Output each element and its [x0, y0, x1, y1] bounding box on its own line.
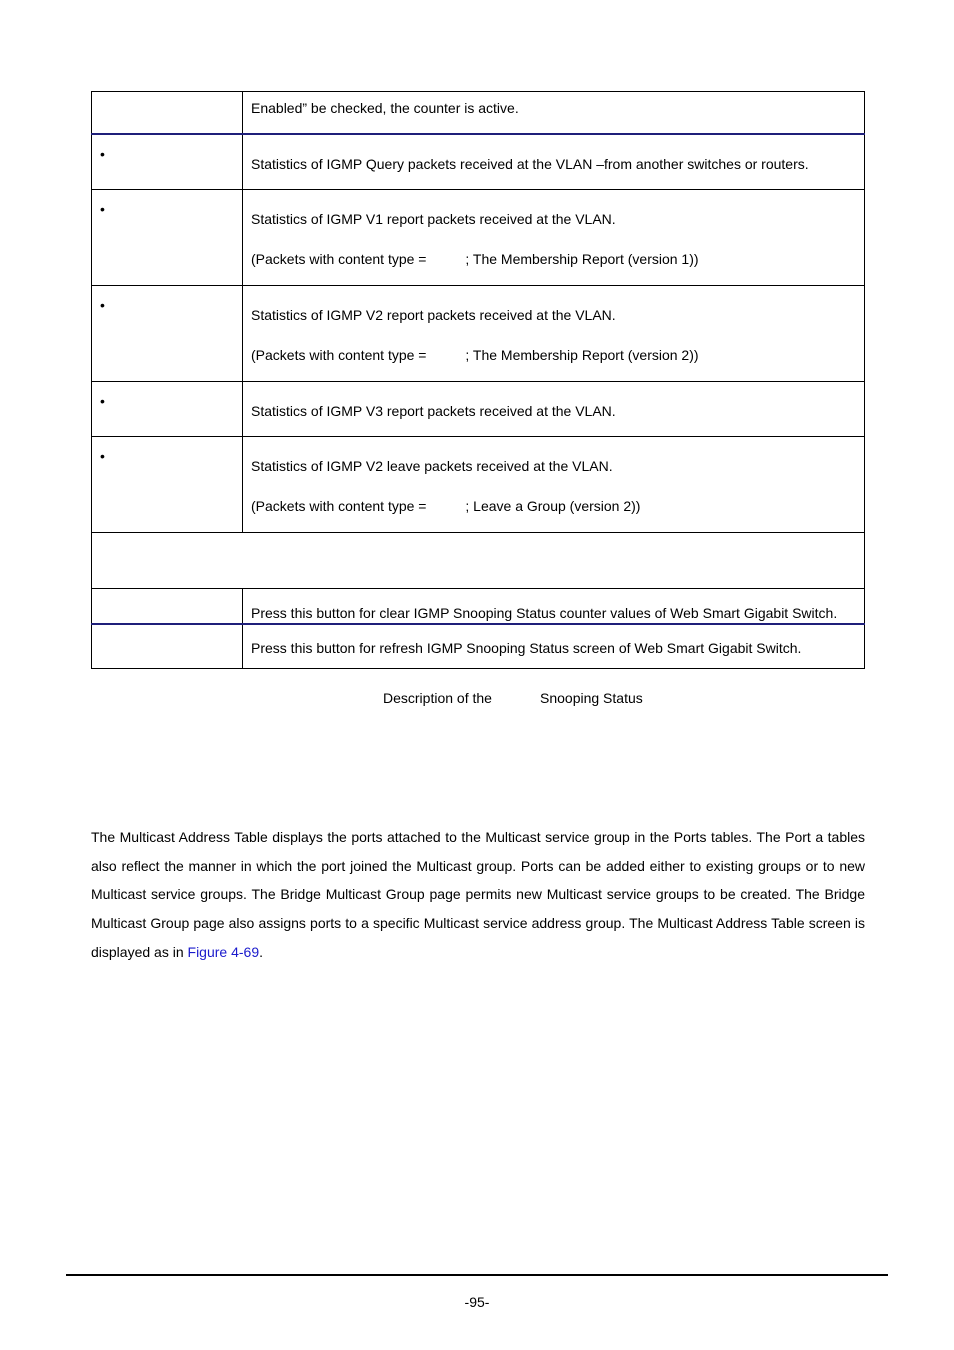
parameter-cell	[92, 286, 243, 382]
body-paragraph	[91, 823, 865, 967]
description-cell	[243, 624, 865, 669]
description-text: (Packets with content type = ; Leave a Group (version 2))	[251, 498, 641, 514]
description-text: Press this button for clear IGMP Snooping Status counter values of Web Smart Gigabit Switch.	[251, 605, 838, 621]
description-table	[91, 91, 865, 669]
description-text: Press this button for refresh IGMP Snooping Status screen of Web Smart Gigabit Switch.	[251, 639, 802, 656]
page-number: -95-	[464, 1294, 490, 1310]
description-cell	[243, 190, 865, 286]
description-cell	[243, 437, 865, 533]
bullet: •	[100, 448, 105, 464]
description-cell	[243, 382, 865, 437]
table-row	[92, 589, 865, 624]
description-text: Enabled” be checked, the counter is active.	[251, 100, 519, 116]
description-text: Statistics of IGMP V2 report packets received at the VLAN.	[251, 307, 616, 323]
table-row	[92, 92, 865, 134]
bullet: •	[100, 145, 105, 162]
table-row	[92, 624, 865, 669]
parameter-cell	[92, 382, 243, 437]
table-row	[92, 437, 865, 533]
table-row	[92, 533, 865, 589]
description-text: Statistics of IGMP V1 report packets received at the VLAN.	[251, 211, 616, 227]
parameter-cell	[92, 190, 243, 286]
parameter-cell	[92, 437, 243, 533]
parameter-cell	[92, 134, 243, 190]
section-header-cell	[92, 533, 865, 589]
description-cell	[243, 92, 865, 134]
caption-text: Description of the	[383, 690, 492, 706]
description-cell	[243, 134, 865, 190]
figure-link[interactable]: Figure 4-69	[187, 943, 260, 960]
table-row	[92, 190, 865, 286]
paragraph-end: .	[259, 943, 263, 960]
parameter-cell	[92, 92, 243, 134]
table-row	[92, 134, 865, 190]
bullet: •	[100, 297, 105, 313]
bullet: •	[100, 201, 105, 217]
description-text: (Packets with content type = ; The Membership Report (version 2))	[251, 347, 699, 363]
footer-divider	[66, 1274, 888, 1276]
paragraph-text: The Multicast Address Table displays the ports attached to the Multicast service group in the Ports tables. The Port a tables also reflect the manner in which the port joined the Multicast group. Ports can be added either to existing groups or to new Multicast service groups. The Bridge Multicast Group page permits new Multicast service groups to be created. The Bridge Multicast Group page also assigns ports to a specific Multicast service address group. The Multicast Address Table screen is displayed as in	[91, 829, 865, 960]
parameter-cell	[92, 589, 243, 624]
table-row	[92, 382, 865, 437]
parameter-cell	[92, 624, 243, 669]
table-row	[92, 286, 865, 382]
description-cell	[243, 286, 865, 382]
description-text: Statistics of IGMP V3 report packets received at the VLAN.	[251, 403, 616, 419]
caption-text: Snooping Status	[540, 690, 643, 706]
description-text: Statistics of IGMP Query packets received at the VLAN –from another switches or routers.	[251, 155, 809, 172]
bullet: •	[100, 393, 105, 409]
description-cell	[243, 589, 865, 624]
description-text: (Packets with content type = ; The Membership Report (version 1))	[251, 251, 699, 267]
description-text: Statistics of IGMP V2 leave packets received at the VLAN.	[251, 458, 613, 474]
